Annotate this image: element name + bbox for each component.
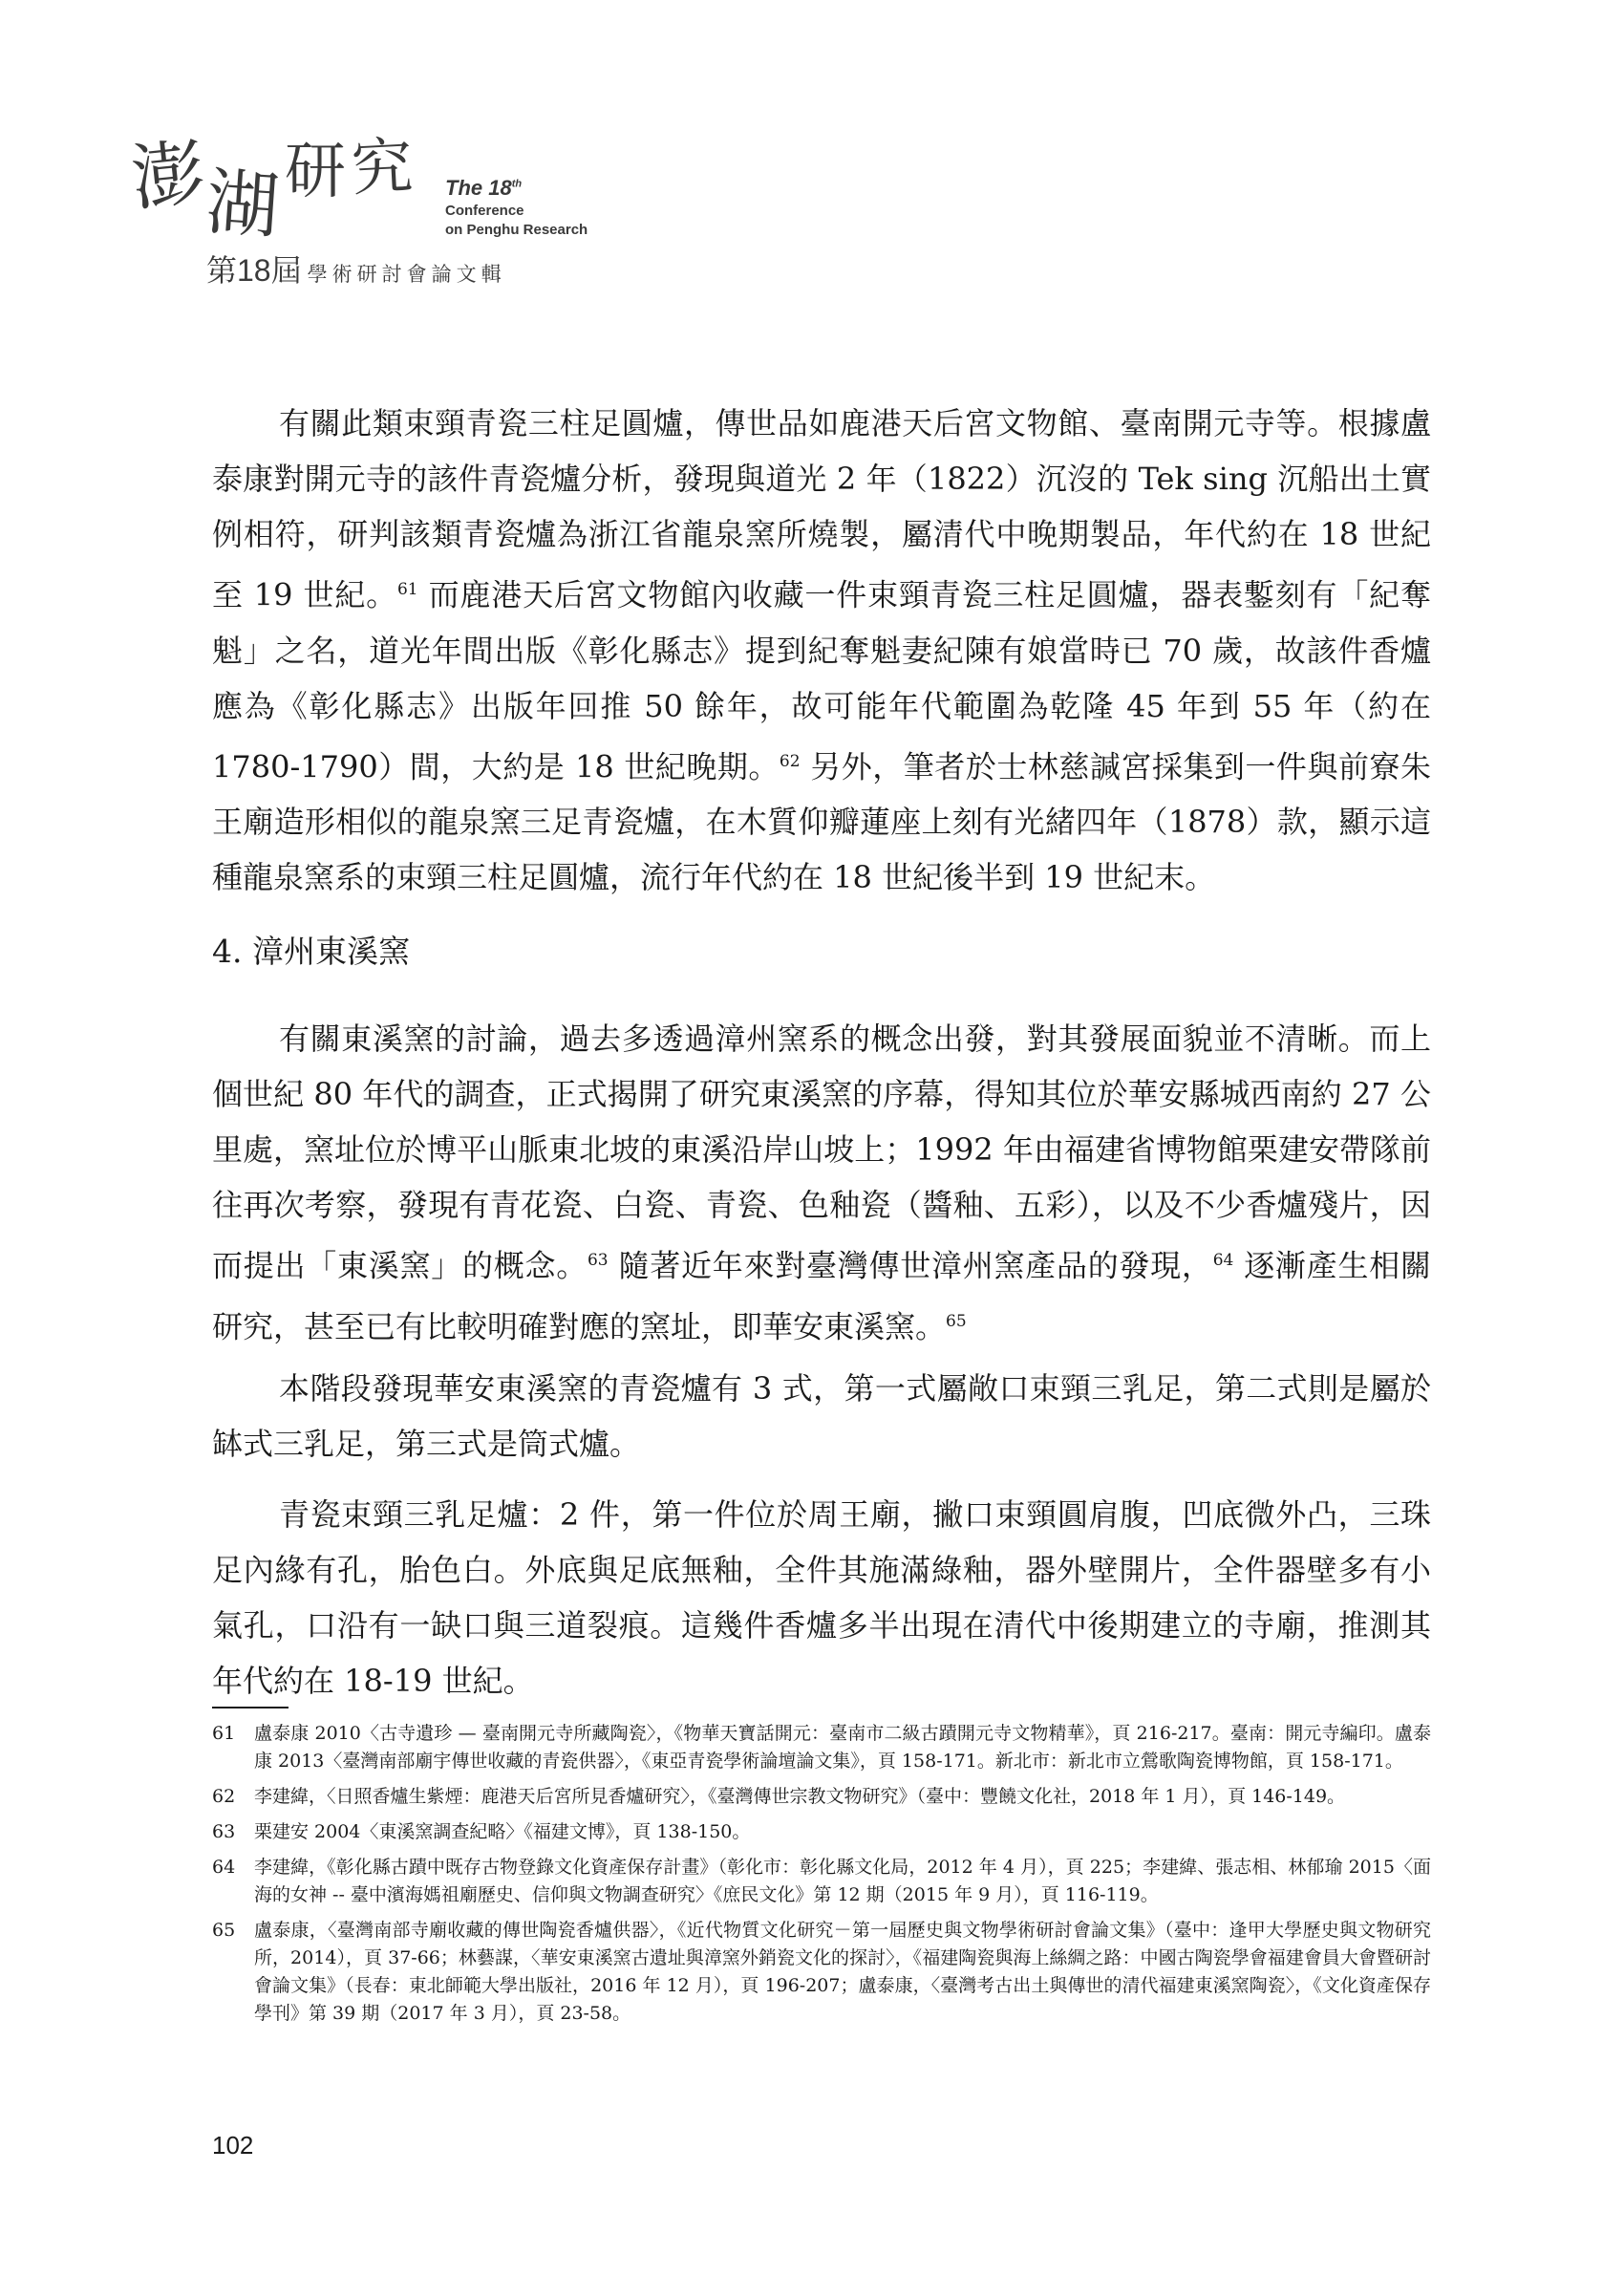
footnote-65 bbox=[212, 1917, 1431, 2028]
subtitle-rest: 學術研討會論文輯 bbox=[307, 264, 506, 286]
journal-header bbox=[124, 130, 659, 292]
footnote-number: 65 bbox=[212, 1920, 236, 1941]
footnote-number: 61 bbox=[212, 1723, 236, 1744]
section-heading: 4. 漳州東溪窯 bbox=[212, 933, 410, 970]
body-paragraph-4: 青瓷束頸三乳足爐：2 件，第一件位於周王廟，撇口束頸圓肩腹，凹底微外凸，三珠足內緣有孔，胎色白。外底與足底無釉，全件其施滿綠釉，器外壁開片，全件器壁多有小氣孔，口沿有一缺口與三道裂痕。這幾件香爐多半出現在清代中後期建立的寺廟，推測其年代約在 18-19 世紀。 bbox=[212, 1496, 1431, 1699]
english-line-2: Conference bbox=[445, 203, 524, 219]
body-paragraph-4-block bbox=[212, 1487, 1431, 1708]
footnote-number: 62 bbox=[212, 1786, 236, 1807]
header-title-char-3: 研 bbox=[285, 137, 346, 207]
p2-sentence-3: 逐漸產生相關研究，甚至已有比較明確對應的窯址，即華安東溪窯。 bbox=[212, 1247, 1431, 1345]
p2-sentence-1: 有關東溪窯的討論，過去多透過漳州窯系的概念出發，對其發展面貌並不清晰。而上個世紀 80 年代的調查，正式揭開了研究東溪窯的序幕，得知其位於華安縣城西南約 27 公里處，窯址位於博平山脈東北坡的東溪沿岸山坡上；1992 年由福建省博物館栗建安帶隊前往再次考察，發現有青花瓷、白瓷、青瓷、色釉瓷（醬釉、五彩），以及不少香爐殘片，因而提出「東溪窯」的概念。 bbox=[212, 1021, 1431, 1284]
header-subtitle bbox=[206, 247, 506, 290]
body-paragraph-3: 本階段發現華安東溪窯的青瓷爐有 3 式，第一式屬敞口束頸三乳足，第二式則是屬於缽式三乳足，第三式是筒式爐。 bbox=[212, 1370, 1431, 1462]
footnote-64 bbox=[212, 1854, 1431, 1909]
footnote-text: 盧泰康，〈臺灣南部寺廟收藏的傳世陶瓷香爐供器〉，《近代物質文化研究－第一屆歷史與文物學術研討會論文集》（臺中：逢甲大學歷史與文物研究所，2014），頁 37-66；林藝謀，〈華安東溪窯古遺址與漳窯外銷瓷文化的探討〉，《福建陶瓷與海上絲綢之路：中國古陶瓷學會福建會員大會暨研討會論文集》（長春：東北師範大學出版社，2016 年 12 月），頁 196-207；盧泰康，〈臺灣考古出土與傳世的清代福建東溪窯陶瓷〉，《文化資產保存學刊》第 39 期（2017 年 3 月），頁 23-58。 bbox=[254, 1920, 1431, 2024]
footnote-number: 64 bbox=[212, 1857, 236, 1878]
footnote-ref-63[interactable]: 63 bbox=[587, 1251, 609, 1270]
page-number: 102 bbox=[212, 2131, 254, 2160]
body-paragraph-1-block bbox=[212, 396, 1431, 905]
footnote-text: 李建緯，〈日照香爐生紫煙：鹿港天后宮所見香爐研究〉，《臺灣傳世宗教文物研究》（臺中：豐饒文化社，2018 年 1 月），頁 146-149。 bbox=[254, 1786, 1346, 1807]
english-title-text: The 18 bbox=[445, 176, 512, 200]
footnote-62 bbox=[212, 1783, 1431, 1811]
p1-sentence-2: 而鹿港天后宮文物館內收藏一件束頸青瓷三柱足圓爐，器表鏨刻有「紀奪魁」之名，道光年間出版《彰化縣志》提到紀奪魁妻紀陳有娘當時已 70 歲，故該件香爐應為《彰化縣志》出版年回推 50 餘年，故可能年代範圍為乾隆 45 年到 55 年（約在 1780-1790）間，大約是 18 世紀晚期。 bbox=[212, 576, 1431, 785]
english-line-3: on Penghu Research bbox=[445, 222, 588, 238]
footnote-ref-65[interactable]: 65 bbox=[946, 1311, 967, 1331]
body-paragraph-1 bbox=[212, 396, 1431, 905]
footnote-number: 63 bbox=[212, 1821, 236, 1842]
footnote-divider bbox=[212, 1707, 288, 1708]
footnote-ref-62[interactable]: 62 bbox=[779, 751, 801, 771]
header-title-char-1: 澎 bbox=[127, 129, 209, 222]
body-paragraph-2 bbox=[212, 1011, 1431, 1354]
footnote-ref-64[interactable]: 64 bbox=[1212, 1251, 1234, 1270]
footnote-63 bbox=[212, 1818, 1431, 1846]
body-paragraph-3-block bbox=[212, 1361, 1431, 1472]
footnotes bbox=[212, 1720, 1431, 2035]
p2-sentence-2: 隨著近年來對臺灣傳世漳州窯產品的發現， bbox=[608, 1247, 1213, 1284]
header-title-char-4: 究 bbox=[350, 131, 415, 205]
footnote-61 bbox=[212, 1720, 1431, 1775]
english-title-sup: th bbox=[511, 178, 523, 190]
english-title bbox=[445, 176, 522, 201]
p1-sentence-3: 另外，筆者於士林慈諴宮採集到一件與前寮朱王廟造形相似的龍泉窯三足青瓷爐，在木質仰瓣蓮座上刻有光緒四年（1878）款，顯示這種龍泉窯系的束頸三柱足圓爐，流行年代約在 18 世紀後半到 19 世紀末。 bbox=[212, 748, 1431, 896]
subtitle-main: 第18屆 bbox=[206, 253, 302, 288]
footnote-text: 盧泰康 2010〈古寺遺珍 — 臺南開元寺所藏陶瓷〉，《物華天寶話開元：臺南市二級古蹟開元寺文物精華》，頁 216-217。臺南：開元寺編印。盧泰康 2013〈臺灣南部廟宇傳世收藏的青瓷供器〉，《東亞青瓷學術論壇論文集》，頁 158-171。新北市：新北市立鶯歌陶瓷博物館，頁 158-171。 bbox=[254, 1723, 1431, 1772]
footnote-text: 李建緯，《彰化縣古蹟中既存古物登錄文化資產保存計畫》（彰化市：彰化縣文化局，2012 年 4 月），頁 225；李建緯、張志相、林郁瑜 2015〈面海的女神 -- 臺中濱海媽祖廟歷史、信仰與文物調查研究〉《庶民文化》第 12 期（2015 年 9 月），頁 116-119。 bbox=[254, 1857, 1431, 1905]
p1-sentence-1: 有關此類束頸青瓷三柱足圓爐，傳世品如鹿港天后宮文物館、臺南開元寺等。根據盧泰康對開元寺的該件青瓷爐分析，發現與道光 2 年（1822）沉沒的 Tek sing 沉船出土實例相符，研判該類青瓷爐為浙江省龍泉窯所燒製，屬清代中晚期製品，年代約在 18 世紀至 19 世紀。 bbox=[212, 405, 1431, 613]
body-paragraph-2-block bbox=[212, 1011, 1431, 1354]
footnote-text: 栗建安 2004〈東溪窯調查紀略〉《福建文博》，頁 138-150。 bbox=[254, 1821, 751, 1842]
header-title-char-2: 湖 bbox=[203, 159, 283, 249]
footnote-ref-61[interactable]: 61 bbox=[396, 580, 418, 599]
